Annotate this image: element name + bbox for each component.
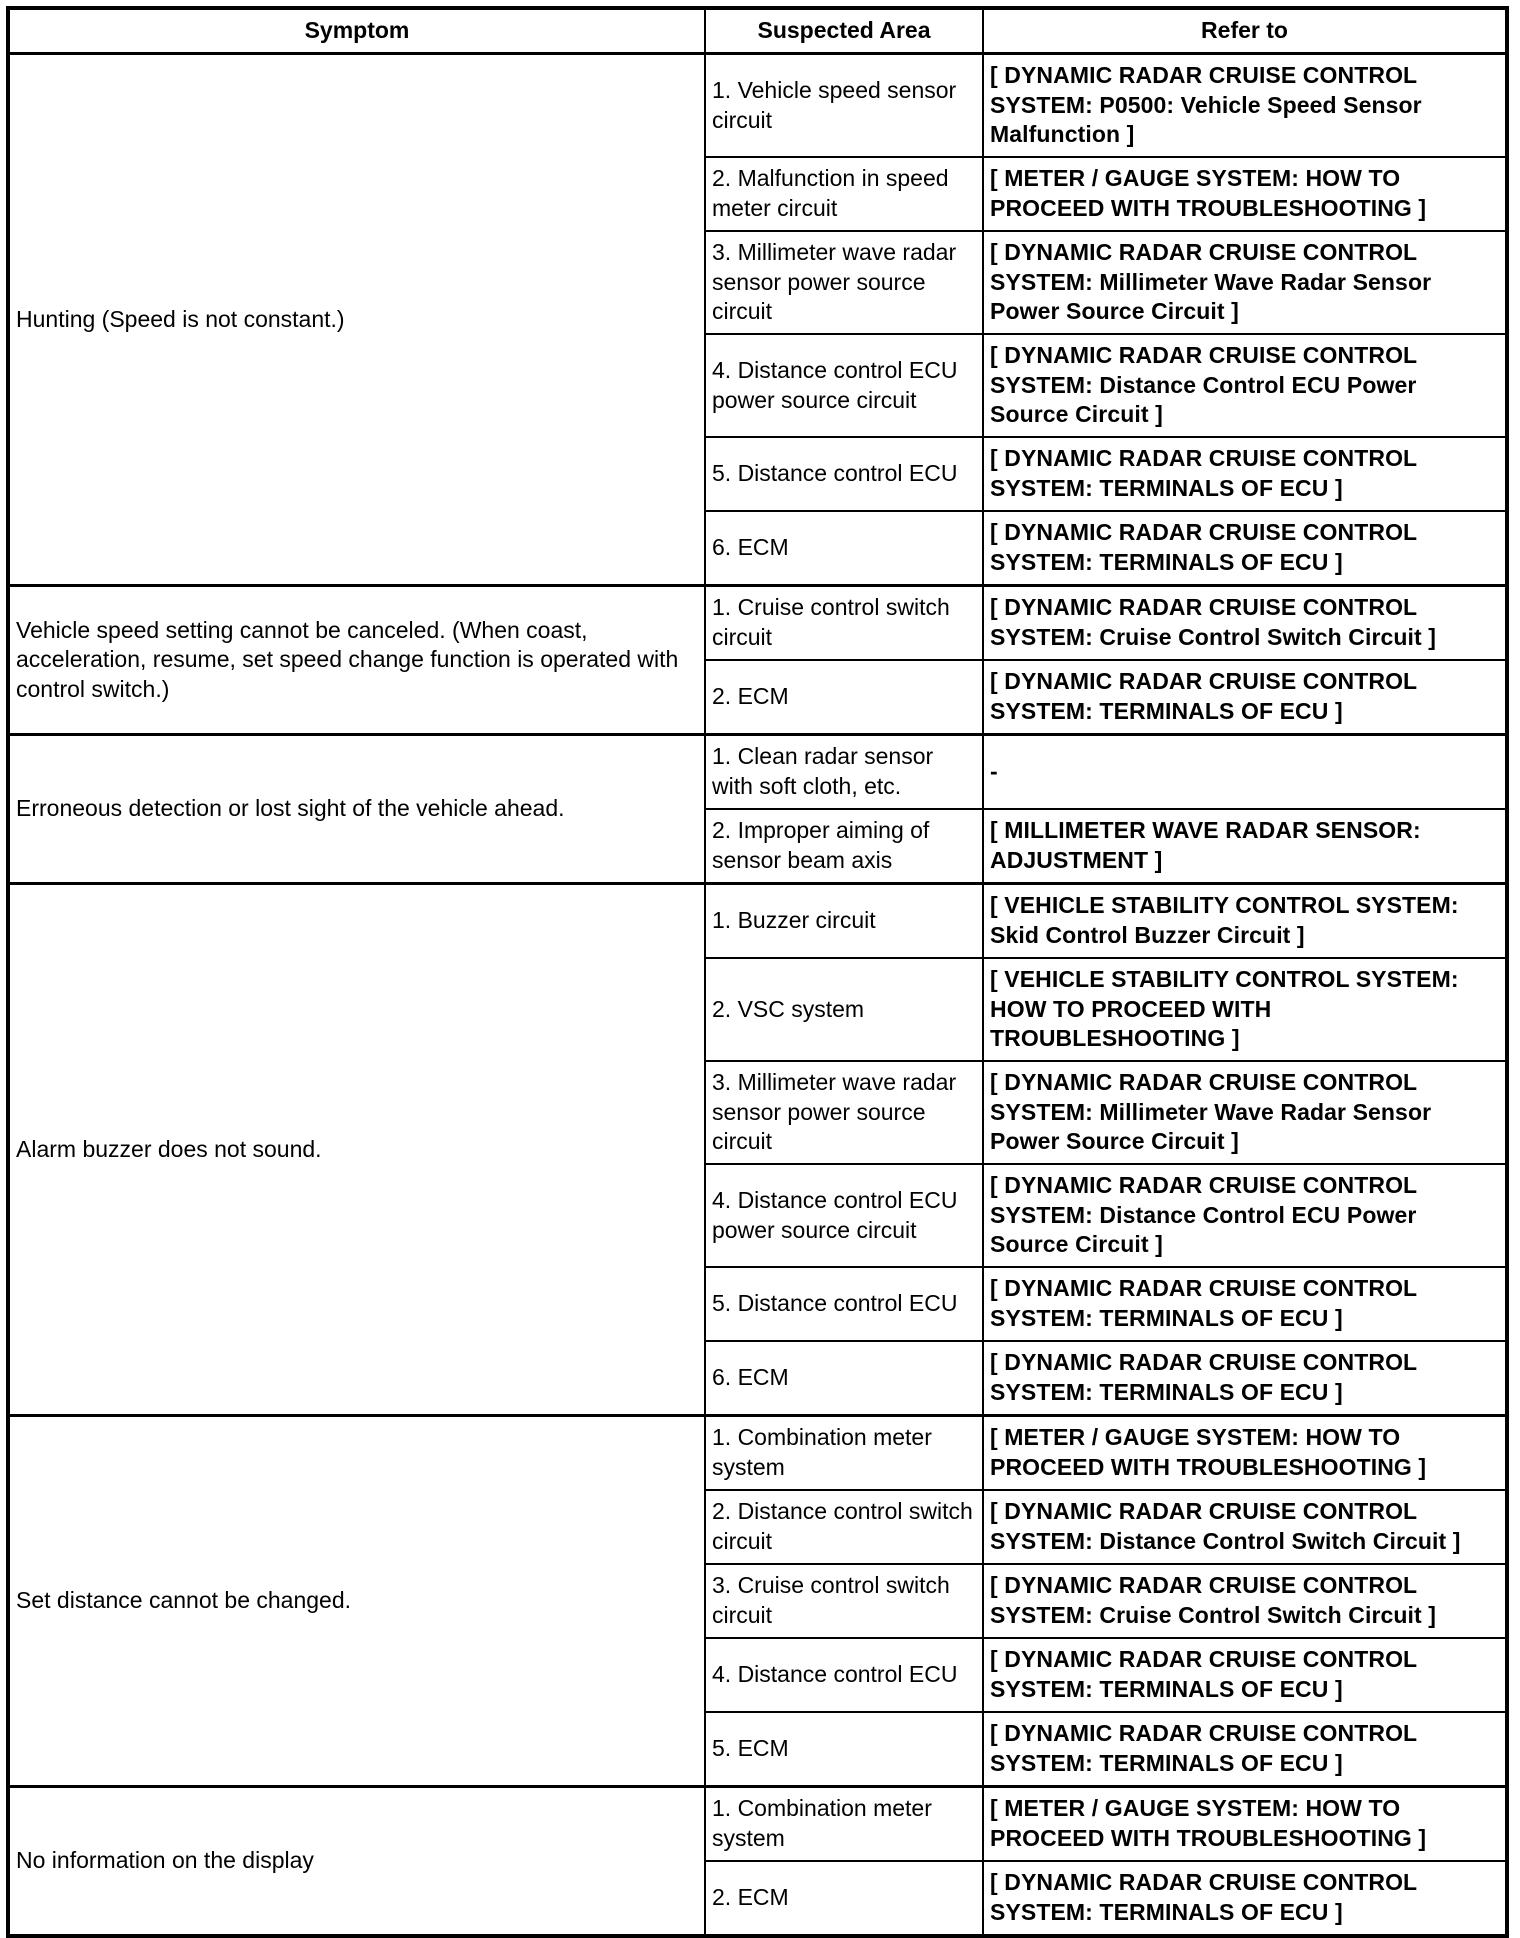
suspected-area-cell: 1. Cruise control switch circuit [705, 586, 983, 661]
suspected-area-cell: 4. Distance control ECU power source circuit [705, 1164, 983, 1267]
refer-to-link[interactable]: [ VEHICLE STABILITY CONTROL SYSTEM: Skid Control Buzzer Circuit ] [983, 884, 1507, 959]
header-refer-to: Refer to [983, 8, 1507, 54]
header-row [8, 8, 1507, 54]
refer-to-link[interactable]: [ DYNAMIC RADAR CRUISE CONTROL SYSTEM: Distance Control ECU Power Source Circuit ] [983, 1164, 1507, 1267]
suspected-area-cell: 2. ECM [705, 660, 983, 735]
suspected-area-cell: 1. Combination meter system [705, 1416, 983, 1491]
refer-to-link[interactable]: [ METER / GAUGE SYSTEM: HOW TO PROCEED WITH TROUBLESHOOTING ] [983, 1787, 1507, 1862]
suspected-area-cell: 1. Combination meter system [705, 1787, 983, 1862]
suspected-area-cell: 1. Vehicle speed sensor circuit [705, 54, 983, 158]
refer-to-link[interactable]: [ DYNAMIC RADAR CRUISE CONTROL SYSTEM: TERMINALS OF ECU ] [983, 1267, 1507, 1341]
suspected-area-cell: 4. Distance control ECU power source circuit [705, 334, 983, 437]
suspected-area-cell: 5. Distance control ECU [705, 437, 983, 511]
symptom-cell: Set distance cannot be changed. [8, 1416, 705, 1787]
symptom-cell: Alarm buzzer does not sound. [8, 884, 705, 1416]
refer-to-link[interactable]: [ DYNAMIC RADAR CRUISE CONTROL SYSTEM: TERMINALS OF ECU ] [983, 1861, 1507, 1936]
refer-to-link[interactable]: [ METER / GAUGE SYSTEM: HOW TO PROCEED WITH TROUBLESHOOTING ] [983, 157, 1507, 231]
refer-to-link[interactable]: [ DYNAMIC RADAR CRUISE CONTROL SYSTEM: Distance Control ECU Power Source Circuit ] [983, 334, 1507, 437]
refer-to-link[interactable]: [ DYNAMIC RADAR CRUISE CONTROL SYSTEM: Cruise Control Switch Circuit ] [983, 586, 1507, 661]
refer-to-link[interactable]: [ MILLIMETER WAVE RADAR SENSOR: ADJUSTMENT ] [983, 809, 1507, 884]
suspected-area-cell: 3. Cruise control switch circuit [705, 1564, 983, 1638]
refer-to-link[interactable]: [ DYNAMIC RADAR CRUISE CONTROL SYSTEM: TERMINALS OF ECU ] [983, 1712, 1507, 1787]
table-row [8, 735, 1507, 810]
symptom-cell: No information on the display [8, 1787, 705, 1937]
suspected-area-cell: 6. ECM [705, 511, 983, 586]
suspected-area-cell: 3. Millimeter wave radar sensor power source circuit [705, 231, 983, 334]
refer-to-link[interactable]: [ DYNAMIC RADAR CRUISE CONTROL SYSTEM: TERMINALS OF ECU ] [983, 437, 1507, 511]
refer-to-link[interactable]: [ METER / GAUGE SYSTEM: HOW TO PROCEED WITH TROUBLESHOOTING ] [983, 1416, 1507, 1491]
suspected-area-cell: 1. Clean radar sensor with soft cloth, etc. [705, 735, 983, 810]
refer-to-link[interactable]: [ DYNAMIC RADAR CRUISE CONTROL SYSTEM: Millimeter Wave Radar Sensor Power Source Circuit ] [983, 1061, 1507, 1164]
suspected-area-cell: 2. Malfunction in speed meter circuit [705, 157, 983, 231]
suspected-area-cell: 6. ECM [705, 1341, 983, 1416]
refer-to-link[interactable]: [ DYNAMIC RADAR CRUISE CONTROL SYSTEM: Distance Control Switch Circuit ] [983, 1490, 1507, 1564]
table-row [8, 586, 1507, 661]
troubleshooting-table [6, 6, 1509, 1938]
symptom-cell: Hunting (Speed is not constant.) [8, 54, 705, 586]
refer-to-link[interactable]: [ DYNAMIC RADAR CRUISE CONTROL SYSTEM: TERMINALS OF ECU ] [983, 660, 1507, 735]
suspected-area-cell: 5. Distance control ECU [705, 1267, 983, 1341]
suspected-area-cell: 2. Improper aiming of sensor beam axis [705, 809, 983, 884]
header-suspected-area: Suspected Area [705, 8, 983, 54]
table-row [8, 1787, 1507, 1862]
table-row [8, 884, 1507, 959]
refer-to-link[interactable]: [ DYNAMIC RADAR CRUISE CONTROL SYSTEM: P0500: Vehicle Speed Sensor Malfunction ] [983, 54, 1507, 158]
refer-to-link[interactable]: [ DYNAMIC RADAR CRUISE CONTROL SYSTEM: Millimeter Wave Radar Sensor Power Source Circuit ] [983, 231, 1507, 334]
suspected-area-cell: 2. ECM [705, 1861, 983, 1936]
table-row [8, 1416, 1507, 1491]
refer-to-link[interactable]: [ DYNAMIC RADAR CRUISE CONTROL SYSTEM: TERMINALS OF ECU ] [983, 1638, 1507, 1712]
suspected-area-cell: 5. ECM [705, 1712, 983, 1787]
symptom-cell: Vehicle speed setting cannot be canceled. (When coast, acceleration, resume, set speed change function is operated with control switch.) [8, 586, 705, 735]
table-row [8, 54, 1507, 158]
header-symptom: Symptom [8, 8, 705, 54]
suspected-area-cell: 4. Distance control ECU [705, 1638, 983, 1712]
refer-to-link[interactable]: [ DYNAMIC RADAR CRUISE CONTROL SYSTEM: TERMINALS OF ECU ] [983, 1341, 1507, 1416]
suspected-area-cell: 2. Distance control switch circuit [705, 1490, 983, 1564]
suspected-area-cell: 3. Millimeter wave radar sensor power source circuit [705, 1061, 983, 1164]
refer-to-link[interactable]: [ DYNAMIC RADAR CRUISE CONTROL SYSTEM: TERMINALS OF ECU ] [983, 511, 1507, 586]
refer-to-link: - [983, 735, 1507, 810]
refer-to-link[interactable]: [ VEHICLE STABILITY CONTROL SYSTEM: HOW TO PROCEED WITH TROUBLESHOOTING ] [983, 958, 1507, 1061]
symptom-cell: Erroneous detection or lost sight of the vehicle ahead. [8, 735, 705, 884]
suspected-area-cell: 2. VSC system [705, 958, 983, 1061]
table-body [8, 54, 1507, 1937]
refer-to-link[interactable]: [ DYNAMIC RADAR CRUISE CONTROL SYSTEM: Cruise Control Switch Circuit ] [983, 1564, 1507, 1638]
suspected-area-cell: 1. Buzzer circuit [705, 884, 983, 959]
